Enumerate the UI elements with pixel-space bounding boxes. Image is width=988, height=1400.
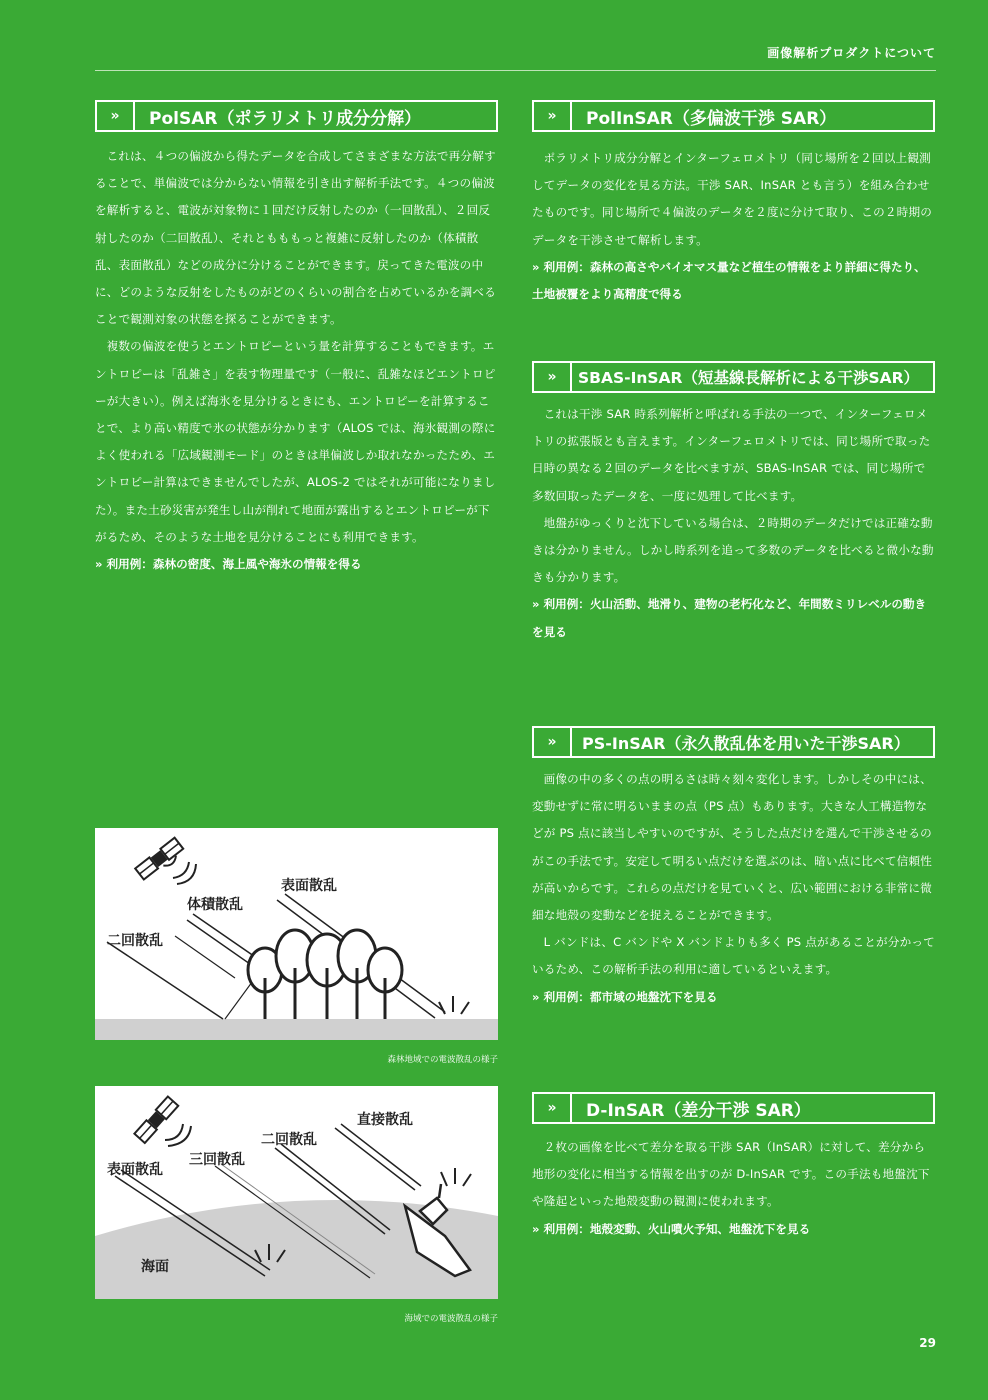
paragraph: 地盤がゆっくりと沈下している場合は、２時期のデータだけでは正確な動きは分かりません。しかし時系列を追って多数のデータを比べると微小な動きも分かります。 xyxy=(532,515,934,585)
section-title: SBAS-InSAR（短基線長解析による干渉SAR） xyxy=(578,369,920,387)
usage-example xyxy=(532,591,935,645)
section-header xyxy=(532,361,935,393)
usage-text: 利用例：森林の高さやバイオマス量など植生の情報をより詳細に得たり、土地被覆をより高精度で得る xyxy=(532,259,926,302)
section-polinsar xyxy=(532,100,935,308)
paragraph: これは、４つの偏波から得たデータを合成してさまざまな方法で再分解することで、単偏波では分からない情報を引き出す解析手法です。４つの偏波を解析すると、電波が対象物に１回だけ反射したのか（一回散乱）、２回反射したのか（二回散乱）、それともももっと複雑に反射したのか（体積散乱、表面散乱）などの成分に分けることができます。戻ってきた電波の中に、どのような反射をしたものがどのくらいの割合を占めているかを調べることで観測対象の状態を探ることができます。 xyxy=(95,149,496,327)
chevron-icon: » xyxy=(534,1094,572,1122)
section-header xyxy=(95,100,498,132)
chevron-icon: » xyxy=(534,728,572,756)
chevron-icon: » xyxy=(532,989,540,1004)
section-title: PolInSAR（多偏波干渉 SAR） xyxy=(586,108,837,129)
usage-example xyxy=(532,1216,935,1243)
section-header xyxy=(532,726,935,758)
usage-example xyxy=(532,984,935,1011)
label-double-bounce: 二回散乱 xyxy=(261,1132,317,1148)
chevron-icon: » xyxy=(534,363,572,391)
label-direct-scattering: 直接散乱 xyxy=(357,1112,413,1128)
paragraph: ポラリメトリ成分分解とインターフェロメトリ（同じ場所を２回以上観測してデータの変化を見る方法。干渉 SAR、InSAR とも言う）を組み合わせたものです。同じ場所で４偏波のデータを２度に分けて取り、この２時期のデータを干渉させて解析します。 xyxy=(532,151,933,247)
paragraph: 複数の偏波を使うとエントロピーという量を計算することもできます。エントロピーは「乱雑さ」を表す物理量です（一般に、乱雑なほどエントロピーが大きい）。例えば海氷を見分けるときにも、エントロピーを計算することで、より高い精度で氷の状態が分かります（ALOS では、海氷観測の際によく使われる「広域観測モード」のときは単偏波しか取れなかったため、エントロピー計算はできませんでしたが、ALOS-2 ではそれが可能になりました）。また土砂災害が発生し山が削れて地面が露出するとエントロピーが下がるため、そのような土地を見分けることにも利用できます。 xyxy=(95,339,496,544)
figure-caption: 海域での電波散乱の様子 xyxy=(404,1314,498,1324)
label-double-bounce: 二回散乱 xyxy=(107,933,163,949)
label-surface-scattering: 表面散乱 xyxy=(281,878,337,894)
section-title: PS-InSAR（永久散乱体を用いた干渉SAR） xyxy=(582,733,910,753)
usage-example xyxy=(532,254,935,308)
chevron-icon: » xyxy=(532,259,540,274)
usage-text: 利用例：都市域の地盤沈下を見る xyxy=(543,989,718,1004)
section-header xyxy=(532,1092,935,1124)
paragraph: 画像の中の多くの点の明るさは時々刻々変化します。しかしその中には、変動せずに常に明るいままの点（PS 点）もあります。大きな人工構造物などが PS 点に該当しやすいのですが、そうした点だけを選んで干渉させるのがこの手法です。安定して明るい点だけを選ぶのは、暗い点に比べて信頼性が高いからです。これらの点だけを見ていくと、広い範囲における非常に微細な地殻の変動などを捉えることができます。 xyxy=(532,772,933,923)
label-volume-scattering: 体積散乱 xyxy=(187,897,243,913)
chevron-icon: » xyxy=(534,102,572,130)
paragraph: ２枚の画像を比べて差分を取る干渉 SAR（InSAR）に対して、差分から地形の変化に相当する情報を出すのが D-InSAR です。この手法も地盤沈下や隆起といった地殻変動の観測に使われます。 xyxy=(532,1140,930,1209)
section-title: D-InSAR（差分干渉 SAR） xyxy=(586,1100,811,1121)
usage-text: 利用例：森林の密度、海上風や海氷の情報を得る xyxy=(106,557,362,572)
page-number: 29 xyxy=(919,1336,936,1350)
usage-example xyxy=(95,551,498,578)
chevron-icon: » xyxy=(97,102,135,130)
label-sea-surface: 海面 xyxy=(141,1259,169,1275)
header-rule xyxy=(95,70,936,71)
section-ps-insar xyxy=(532,726,935,1011)
chevron-icon: » xyxy=(532,1221,540,1236)
section-title: PolSAR（ポラリメトリ成分分解） xyxy=(149,108,422,129)
figure-caption: 森林地域での電波散乱の様子 xyxy=(387,1055,498,1065)
section-polsar xyxy=(95,100,498,578)
sea-scattering-figure xyxy=(95,1086,498,1299)
section-header xyxy=(532,100,935,132)
usage-text: 利用例：火山活動、地滑り、建物の老朽化など、年間数ミリレベルの動きを見る xyxy=(532,597,927,639)
section-d-insar xyxy=(532,1092,935,1243)
chevron-icon: » xyxy=(95,557,103,572)
label-surface-scattering: 表面散乱 xyxy=(107,1162,163,1178)
forest-scattering-figure xyxy=(95,828,498,1040)
page-header-title: 画像解析プロダクトについて xyxy=(767,46,936,60)
paragraph: L バンドは、C バンドや X バンドよりも多く PS 点があることが分かっているため、この解析手法の利用に適しているといえます。 xyxy=(532,935,935,977)
paragraph: これは干渉 SAR 時系列解析と呼ばれる手法の一つで、インターフェロメトリの拡張版とも言えます。インターフェロメトリでは、同じ場所で取った日時の異なる２回のデータを比べますが、SBAS-InSAR では、同じ場所で多数回取ったデータを、一度に処理して比べます。 xyxy=(532,407,931,503)
section-sbas-insar xyxy=(532,361,935,646)
usage-text: 利用例：地殻変動、火山噴火予知、地盤沈下を見る xyxy=(543,1221,811,1236)
label-triple-bounce: 三回散乱 xyxy=(189,1152,245,1168)
chevron-icon: » xyxy=(532,597,540,612)
